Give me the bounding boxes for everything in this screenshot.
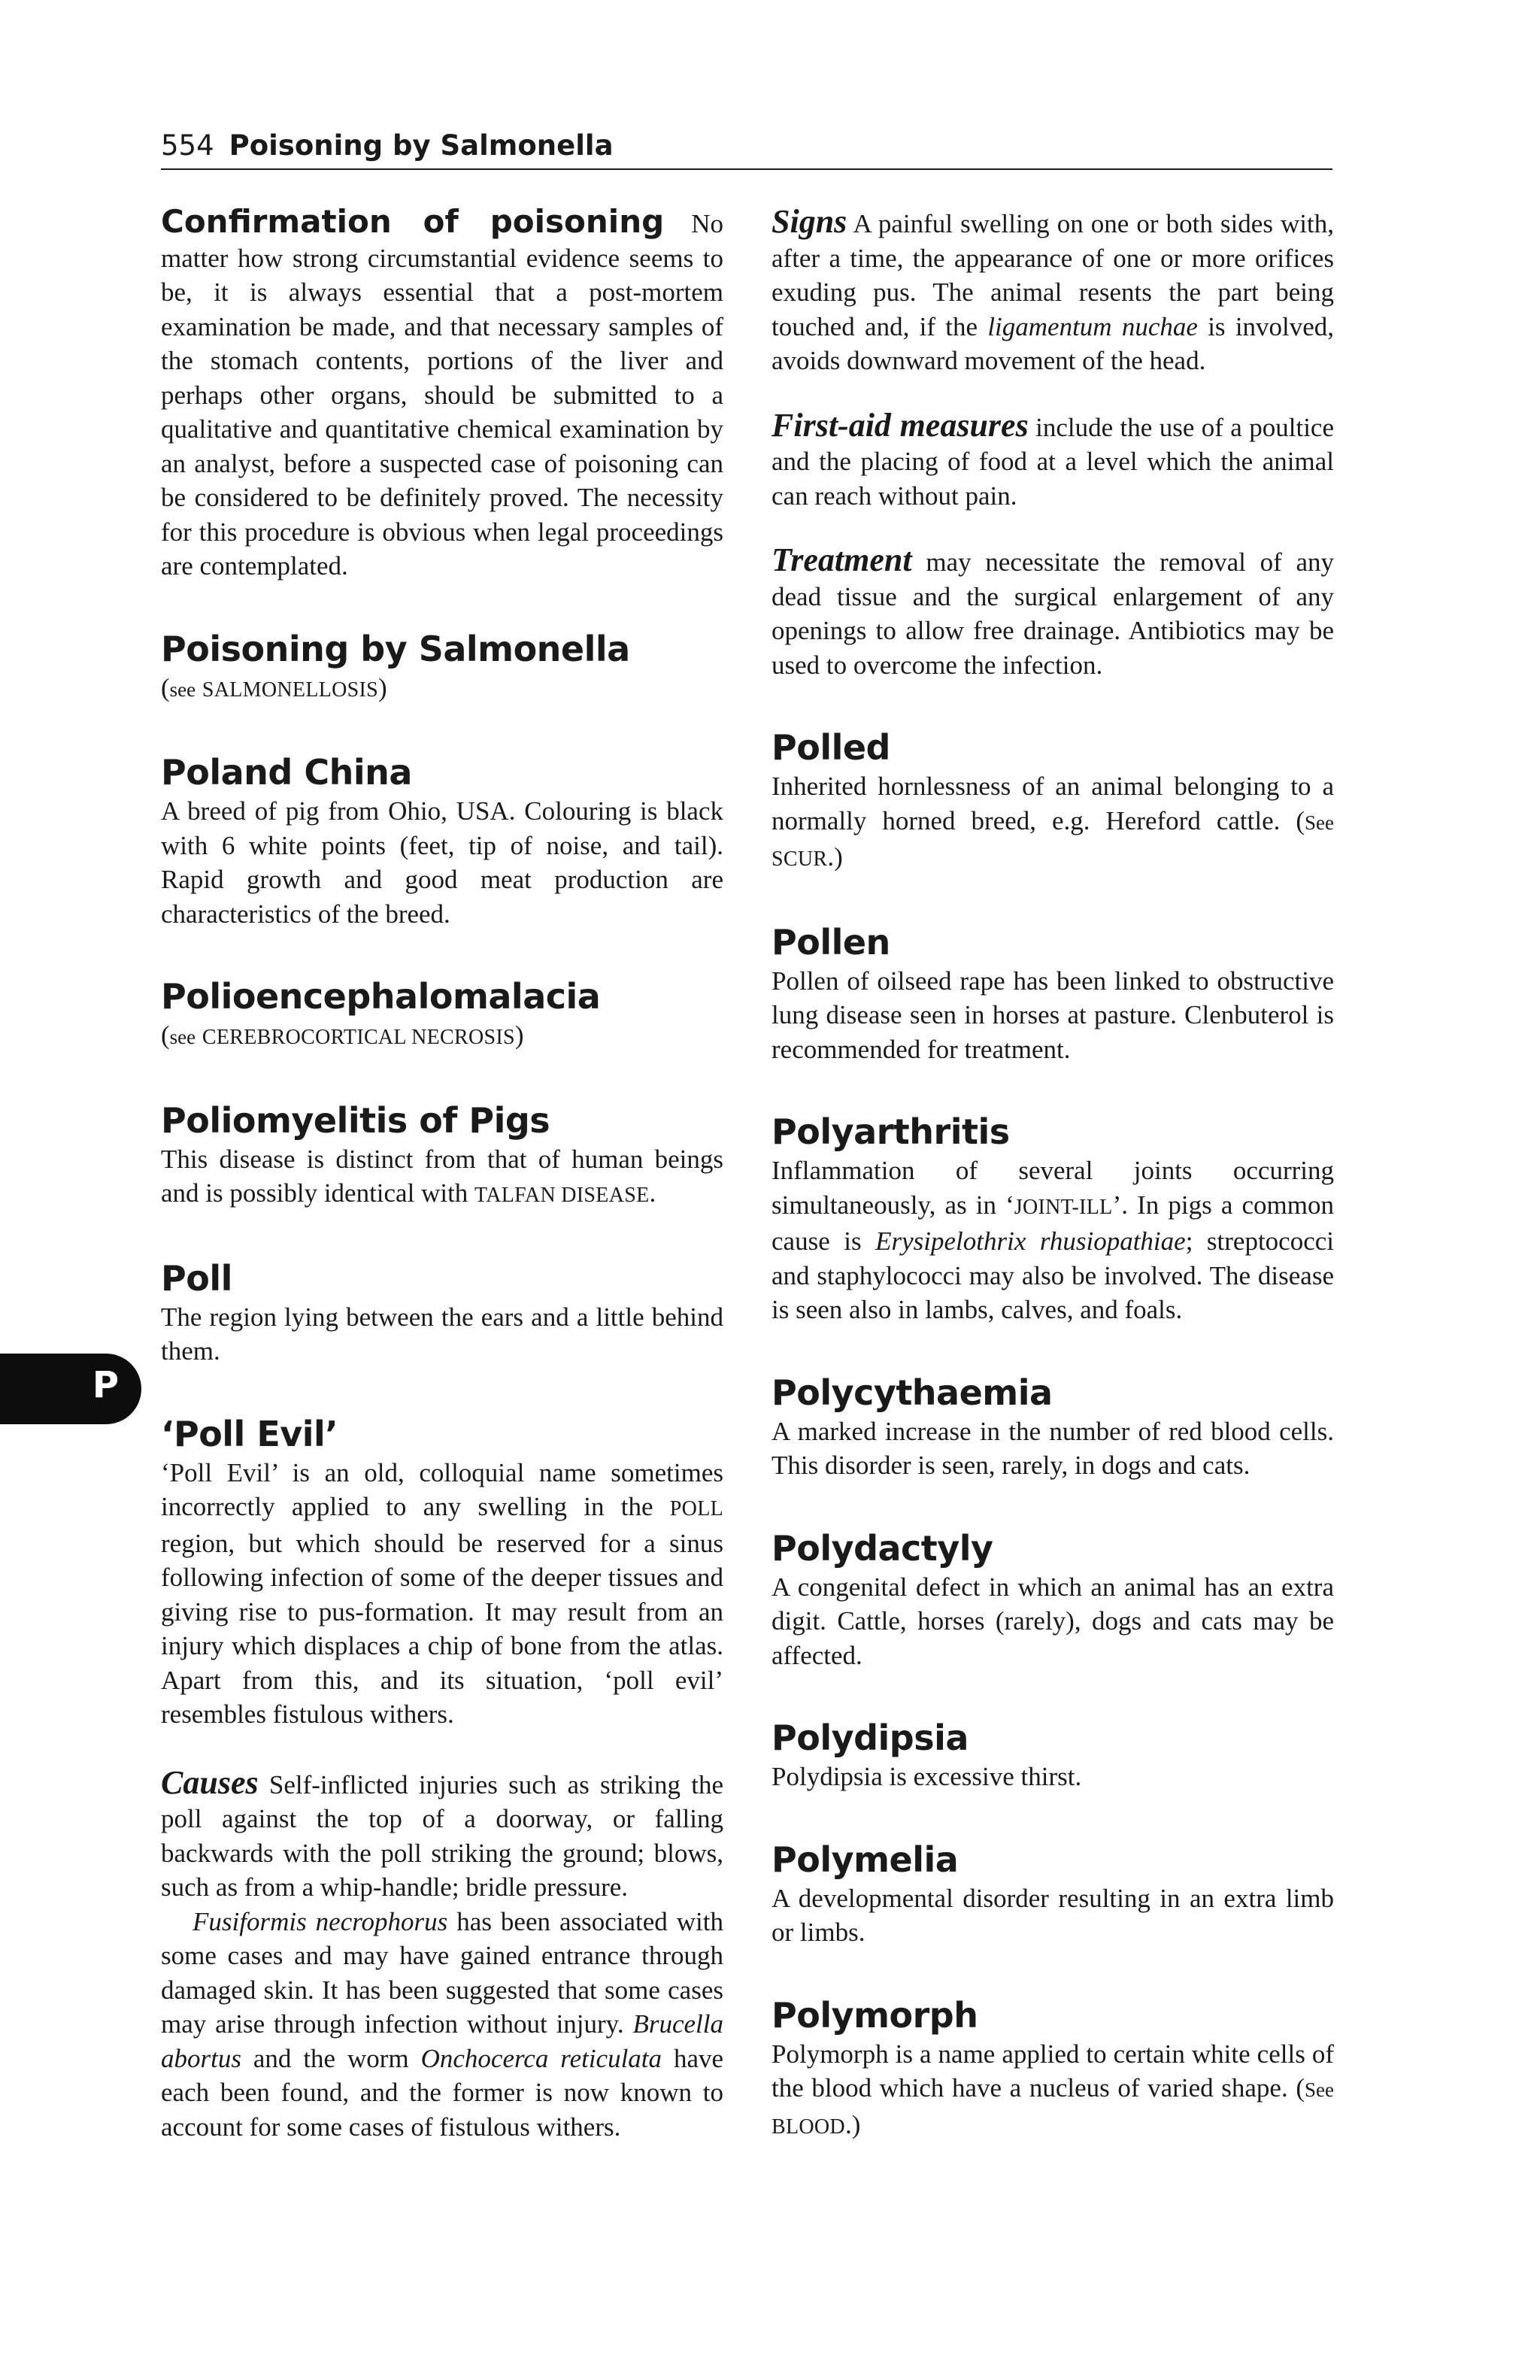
entry-poll-evil [161, 1412, 723, 2145]
subhead-treatment: Treatment [772, 541, 912, 578]
entry-text: A developmental disorder resulting in an extra limb or limbs. [772, 1883, 1334, 1947]
thumb-index-tab [0, 1354, 141, 1424]
headword: Poll [161, 1257, 232, 1299]
see-label: see [169, 678, 196, 701]
thumb-index-letter: P [92, 1364, 119, 1406]
entry-text: A marked increase in the number of red blood cells. This disorder is seen, rarely, in dogs and cats. [772, 1416, 1334, 1480]
cross-reference: SALMONELLOSIS [202, 678, 379, 702]
running-head-title: Poisoning by Salmonella [229, 129, 614, 162]
headword: Polled [772, 727, 890, 768]
see-label: See [1305, 2078, 1334, 2101]
entry-poisoning-by-salmonella: Poisoning by Salmonella (see SALMONELLOSIS) [161, 627, 723, 708]
headword: ‘Poll Evil’ [161, 1413, 338, 1454]
entry-text: Polydipsia is excessive thirst. [772, 1762, 1082, 1791]
entry-polyarthritis: Polyarthritis Inflammation of several joints occurring simultaneously, as in ‘JOINT-ILL’. In pigs a common cause is Erysipelothrix rhusiopathiae; streptococci and staphylococci may also be involved. The disease is seen also in lambs, calves, and foals. [772, 1111, 1335, 1324]
running-head [161, 125, 1332, 170]
entry-polled: Polled Inherited hornlessness of an animal belonging to a normally horned breed, e.g. Hereford cattle. (See SCUR.) [772, 727, 1334, 872]
entry-text: A breed of pig from Ohio, USA. Colouring is black with 6 white points (feet, tip of noise, and tail). Rapid growth and good meat production are characteristics of the breed. [161, 796, 723, 929]
right-column [772, 205, 1334, 2187]
headword: Polycythaemia [772, 1372, 1053, 1413]
entry-treatment: Treatment may necessitate the removal of any dead tissue and the surgical enlargement of any openings to allow free drainage. Antibiotics may be used to overcome the infection. [772, 541, 1335, 680]
paragraph: ‘Poll Evil’ is an old, colloquial name sometimes incorrectly applied to any swelling in the POLL region, but which should be reserved for a sinus following infection of some of the deeper tissues and giving rise to pus-formation. It may result from an injury which displaces a chip of bone from the atlas. Apart from this, and its situation, ‘poll evil’ resembles fistulous withers. [161, 1457, 723, 1729]
entry-text: A congenital defect in which an animal has an extra digit. Cattle, horses (rarely), dogs and cats may be affected. [772, 1572, 1334, 1670]
cross-reference: TALFAN DISEASE [474, 1184, 650, 1207]
entry-polycythaemia [772, 1371, 1334, 1483]
entry-poland-china [161, 750, 723, 931]
headword: Polymorph [772, 1994, 978, 2036]
headword: Polyarthritis [772, 1111, 1010, 1152]
subhead-signs: Signs [772, 203, 847, 240]
entry-polydipsia [772, 1716, 1334, 1794]
entry-first-aid: First-aid measures include the use of a poultice and the placing of food at a level which the animal can reach without pain. [772, 406, 1334, 511]
cross-reference: JOINT-ILL [1014, 1195, 1113, 1219]
entry-polioencephalomalacia: Polioencephalomalacia (see CEREBROCORTICAL NECROSIS) [161, 975, 723, 1055]
entry-poll [161, 1257, 723, 1369]
cross-reference: POLL [669, 1497, 723, 1520]
entry-pollen [772, 920, 1334, 1067]
subhead-causes: Causes [161, 1763, 259, 1801]
page-number: 554 [161, 129, 214, 162]
subhead-confirmation: Confirmation of poisoning [161, 203, 665, 240]
headword: Polymelia [772, 1839, 959, 1880]
entry-text: The region lying between the ears and a little behind them. [161, 1302, 723, 1366]
paragraph-causes: Causes Self-inflicted injuries such as striking the poll against the top of a doorway, or falling backwards with the poll striking the ground; blows, such as from a whip-handle; bridle pressure. [161, 1763, 724, 1902]
paragraph: Fusiformis necrophorus has been associated with some cases and may have gained entrance through damaged skin. It has been suggested that some cases may arise through infection without injury. Brucella abortus and the worm Onchocerca reticulata have each been found, and the former is now known to account for some cases of fistulous withers. [161, 1906, 724, 2142]
headword: Poisoning by Salmonella [161, 628, 630, 669]
left-column [161, 205, 723, 2187]
entry-text: No matter how strong circumstantial evidence seems to be, it is always essential that a post-mortem examination be made, and that necessary samples of the stomach contents, portions of the liver and perhaps other organs, should be submitted to a qualitative and quantitative chemical examination by an analyst, before a suspected case of poisoning can be considered to be definitely proved. The necessity for this procedure is obvious when legal proceedings are contemplated. [161, 209, 724, 581]
cross-reference: CEREBROCORTICAL NECROSIS [202, 1026, 515, 1049]
entry-polymorph: Polymorph Polymorph is a name applied to certain white cells of the blood which have a nucleus of varied shape. (See BLOOD.) [772, 1994, 1334, 2139]
cross-reference: SCUR [772, 847, 828, 871]
headword: Polioencephalomalacia [161, 976, 601, 1017]
headword: Pollen [772, 921, 890, 963]
headword: Polydipsia [772, 1718, 969, 1758]
entry-polydactyly [772, 1527, 1334, 1673]
entry-confirmation-of-poisoning [161, 205, 723, 584]
entry-poliomyelitis-of-pigs: Poliomyelitis of Pigs This disease is distinct from that of human beings and is possibly identical with TALFAN DISEASE. [161, 1099, 723, 1208]
entry-signs: Signs A painful swelling on one or both sides with, after a time, the appearance of one or more orifices exuding pus. The animal resents the part being touched and, if the ligamentum nuchae is involved, avoids downward movement of the head. [772, 203, 1335, 375]
entry-text: Pollen of oilseed rape has been linked to obstructive lung disease seen in horses at pasture. Clenbuterol is recommended for treatment. [772, 966, 1334, 1064]
subhead-first-aid: First-aid measures [772, 406, 1029, 444]
entry-text: This disease is distinct from that of human beings and is possibly identical with [161, 1144, 723, 1208]
headword: Poland China [161, 752, 412, 793]
see-label: See [1305, 811, 1334, 834]
cross-reference: BLOOD [772, 2115, 845, 2139]
see-label: see [169, 1026, 196, 1048]
entry-polymelia [772, 1838, 1334, 1950]
headword: Polydactyly [772, 1527, 993, 1569]
headword: Poliomyelitis of Pigs [161, 1099, 550, 1141]
